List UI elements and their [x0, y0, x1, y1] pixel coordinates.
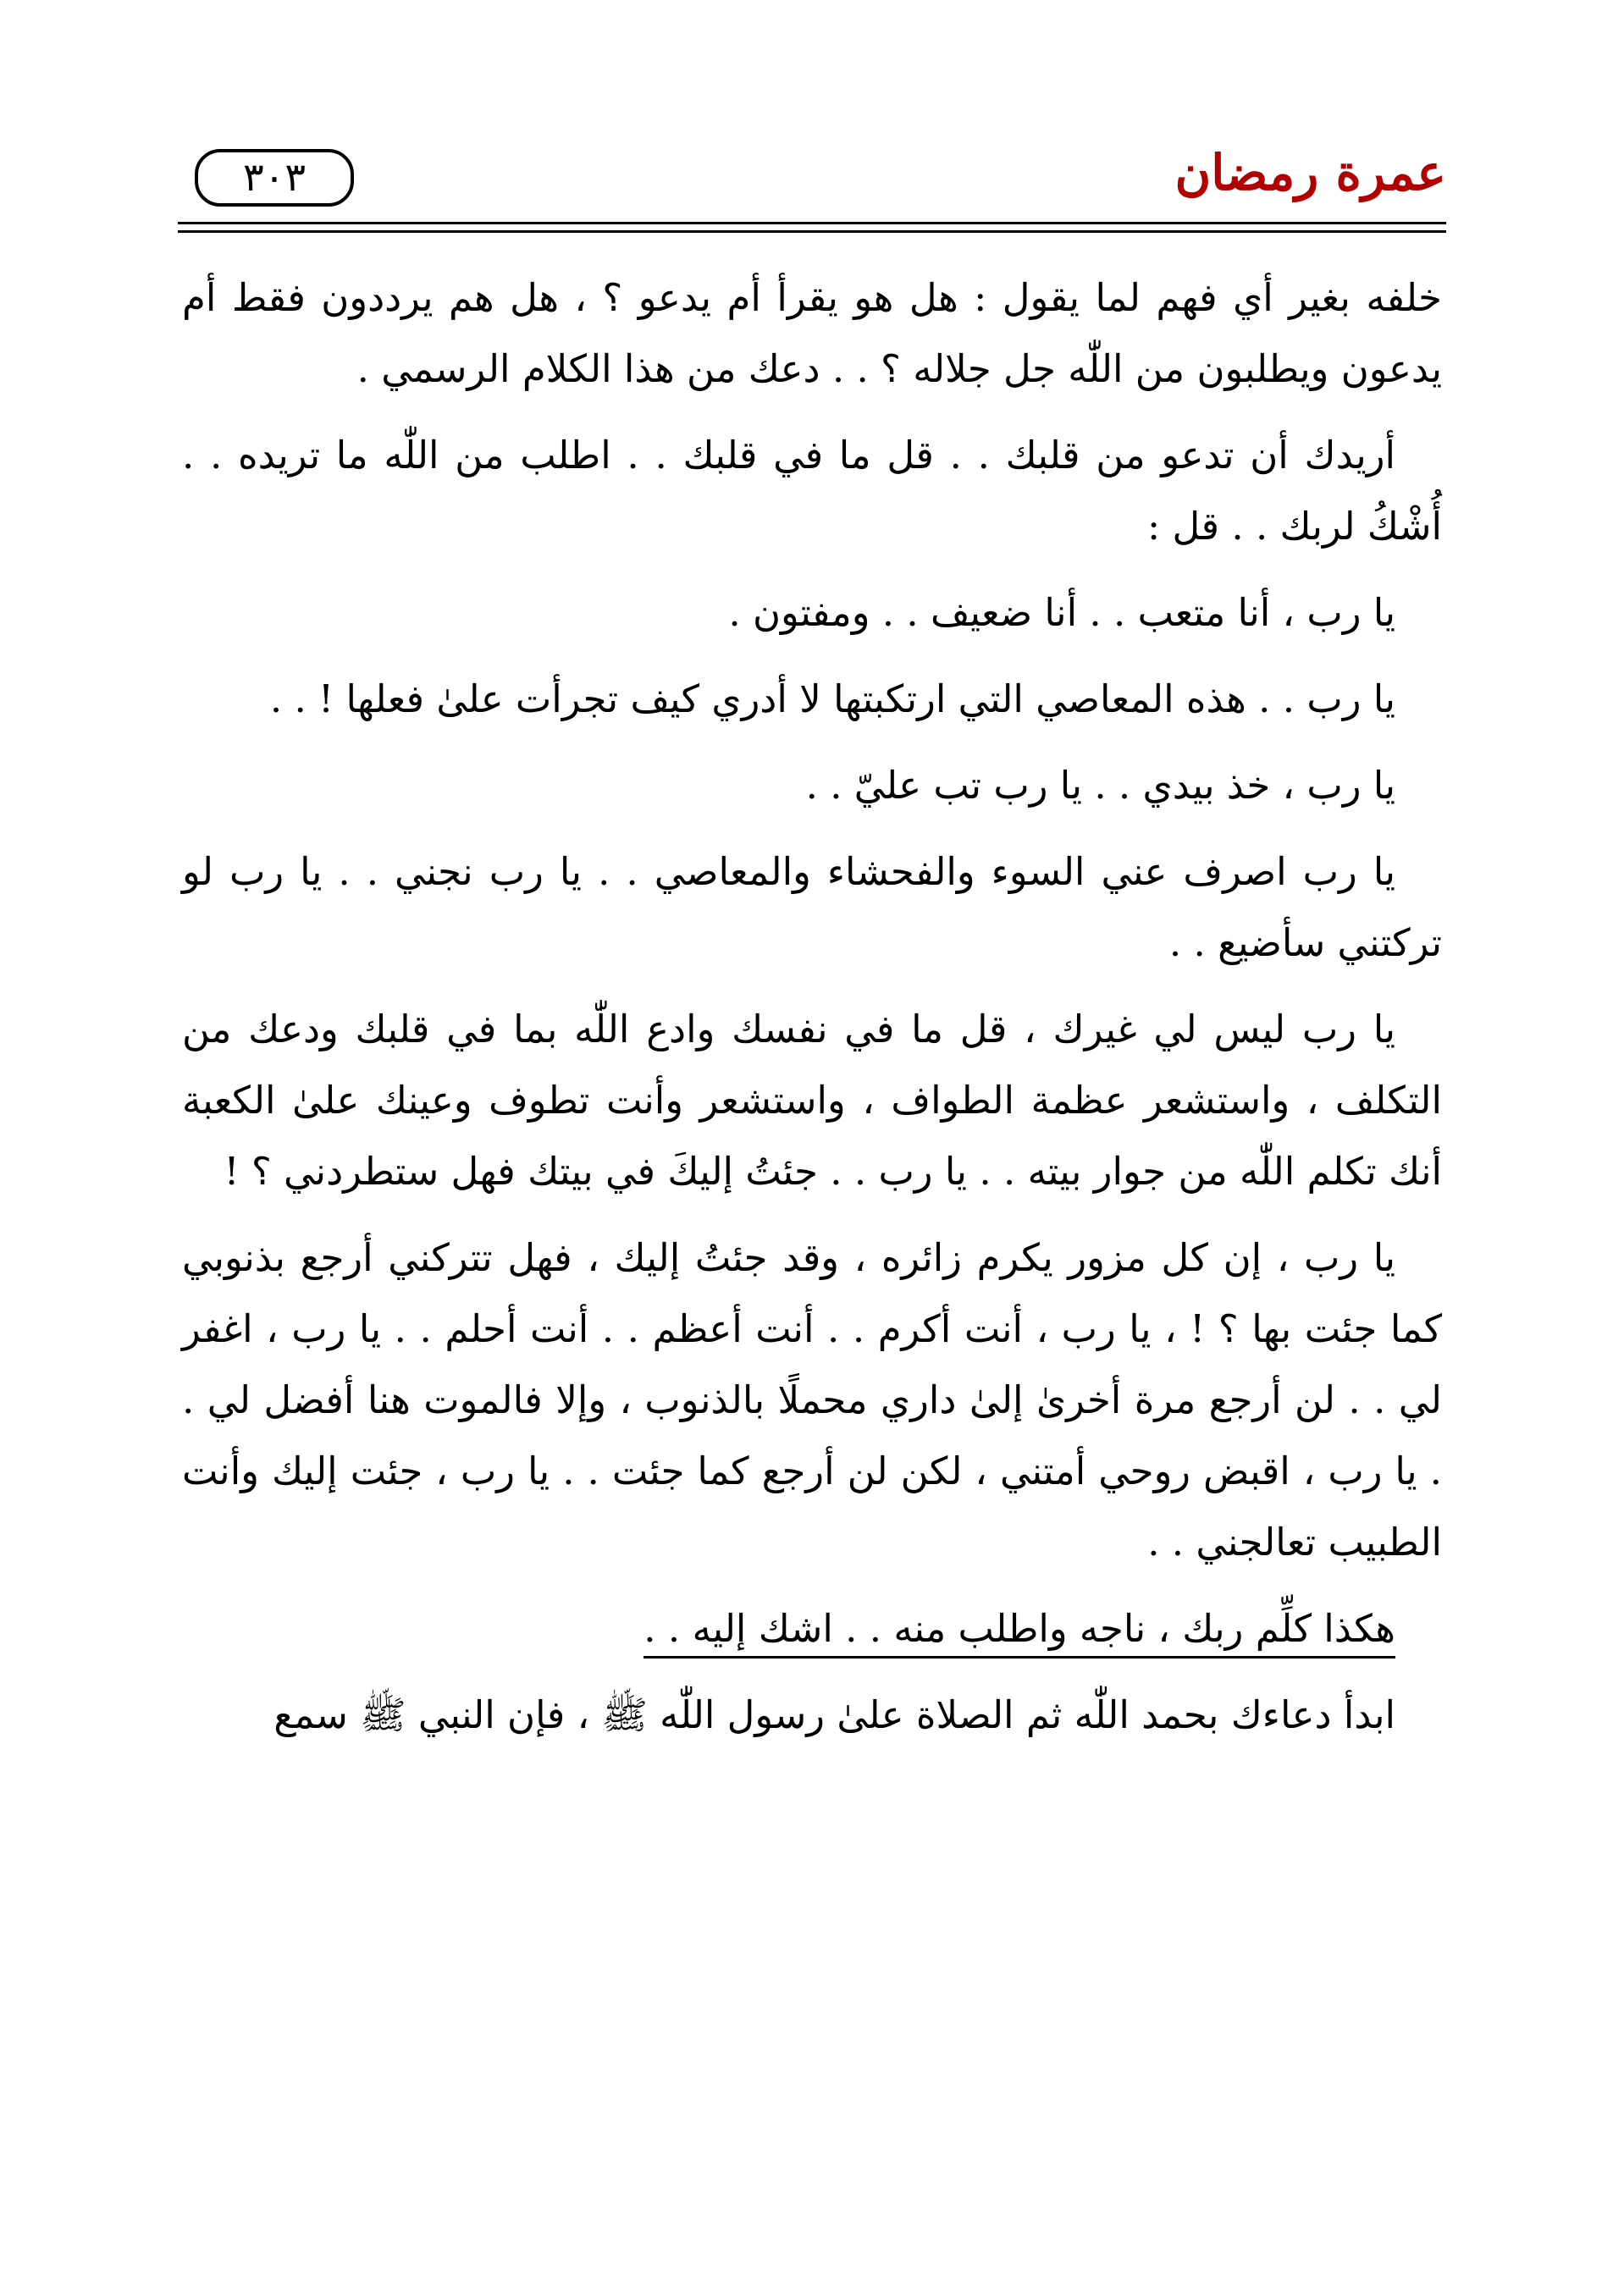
page-header — [178, 127, 1446, 220]
paragraph-3: يا رب ، أنا متعب . . أنا ضعيف . . ومفتون . — [728, 590, 1395, 635]
paragraph-1: خلفه بغير أي فهم لما يقول : هل هو يقرأ أم يدعو ؟ ، هل هم يرددون فقط أم يدعون ويطلبون من اللّٰه جل جلاله ؟ . . دعك من هذا الكلام الرسمي . — [182, 275, 1442, 391]
paragraph-4: يا رب . . هذه المعاصي التي ارتكبتها لا أدري كيف تجرأت علىٰ فعلها ! . . — [269, 676, 1395, 721]
paragraph-10: ابدأ دعاءك بحمد اللّٰه ثم الصلاة علىٰ رسول اللّٰه ﷺ ، فإن النبي ﷺ سمع — [273, 1692, 1395, 1737]
paragraph-5: يا رب ، خذ بيدي . . يا رب تب عليّ . . — [805, 763, 1395, 808]
paragraph-8: يا رب ، إن كل مزور يكرم زائره ، وقد جئتُ إليك ، فهل تتركني أرجع بذنوبي كما جئت بها ؟ ! ، يا رب ، أنت أكرم . . أنت أعظم . . أنت أحلم . . يا رب ، اغفر لي . . لن أرجع مرة أخرىٰ إلىٰ داري محملًا بالذنوب ، وإلا فالموت هنا أفضل لي . . يا رب ، اقبض روحي أمتني ، لكن لن أرجع كما جئت . . يا رب ، جئت إليك وأنت الطبيب تعالجني . . — [182, 1235, 1442, 1565]
paragraph-7: يا رب ليس لي غيرك ، قل ما في نفسك وادع اللّٰه بما في قلبك ودعك من التكلف ، واستشعر عظمة الطواف ، واستشعر وأنت تطوف وعينك علىٰ الكعبة أنك تكلم اللّٰه من جوار بيته . . يا رب . . جئتُ إليكَ في بيتك فهل ستطردني ؟ ! — [182, 1007, 1442, 1194]
underlined-heading: هكذا كلِّم ربك ، ناجه واطلب منه . . اشك إليه . . — [644, 1606, 1395, 1659]
paragraph-6: يا رب اصرف عني السوء والفحشاء والمعاصي . . يا رب نجني . . يا رب لو تركتني سأضيع . . — [182, 849, 1442, 965]
header-rule-top — [178, 222, 1446, 224]
paragraph-2 — [182, 420, 1442, 562]
running-title: عمرة رمضان — [1174, 144, 1446, 201]
paragraph-9 — [182, 1593, 1442, 1664]
paragraph-2-text: أريدك أن تدعو من قلبك . . قل ما في قلبك . . اطلب من اللّٰه ما تريده . . أُشْكُ لربك . . قل : — [182, 433, 1442, 549]
header-rule-bottom — [178, 230, 1446, 233]
page-body — [182, 262, 1442, 1766]
page-number-badge: ٣٠٣ — [195, 149, 354, 207]
